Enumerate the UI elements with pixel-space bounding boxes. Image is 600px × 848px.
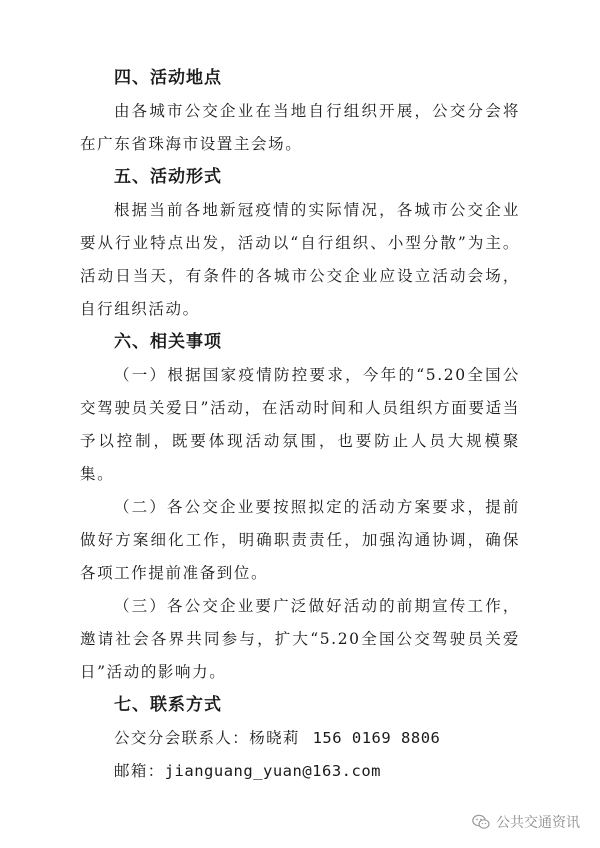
format-paragraph: 根据当前各地新冠疫情的实际情况，各城市公交企业要从行业特点出发，活动以“自行组织、小型分散”为主。活动日当天，有条件的各城市公交企业应设立活动会场，自行组织活动。 bbox=[80, 201, 520, 318]
matters-item-2: （二）各公交企业要按照拟定的活动方案要求，提前做好方案细化工作，明确职责责任，加强沟通协调，确保各项工作提前准备到位。 bbox=[80, 498, 520, 582]
section-heading-matters: 六、相关事项 bbox=[114, 332, 222, 352]
contact-label: 公交分会联系人： bbox=[114, 729, 250, 747]
contact-line bbox=[80, 722, 520, 755]
contact-name: 杨晓莉 bbox=[249, 729, 300, 747]
email-label: 邮箱： bbox=[114, 762, 165, 780]
matters-item-1: （一）根据国家疫情防控要求，今年的“5.20全国公交驾驶员关爱日”活动，在活动时间和人员组织方面要适当予以控制，既要体现活动氛围，也要防止人员大规模聚集。 bbox=[80, 366, 520, 483]
watermark-text: 公共交通资讯 bbox=[496, 815, 580, 831]
email-line bbox=[80, 755, 520, 788]
document-page bbox=[80, 62, 520, 788]
section-heading-format: 五、活动形式 bbox=[114, 167, 222, 187]
email-address: jianguang_yuan@163.com bbox=[164, 762, 382, 780]
wechat-icon bbox=[472, 814, 490, 830]
matters-item-3: （三）各公交企业要广泛做好活动的前期宣传工作，邀请社会各界共同参与，扩大“5.20全国公交驾驶员关爱日”活动的影响力。 bbox=[80, 597, 520, 681]
section-heading-contact: 七、联系方式 bbox=[114, 695, 222, 715]
watermark bbox=[472, 812, 580, 832]
contact-phone: 156 0169 8806 bbox=[312, 729, 441, 747]
location-paragraph: 由各城市公交企业在当地自行组织开展，公交分会将在广东省珠海市设置主会场。 bbox=[80, 102, 520, 153]
section-heading-location: 四、活动地点 bbox=[114, 68, 222, 88]
